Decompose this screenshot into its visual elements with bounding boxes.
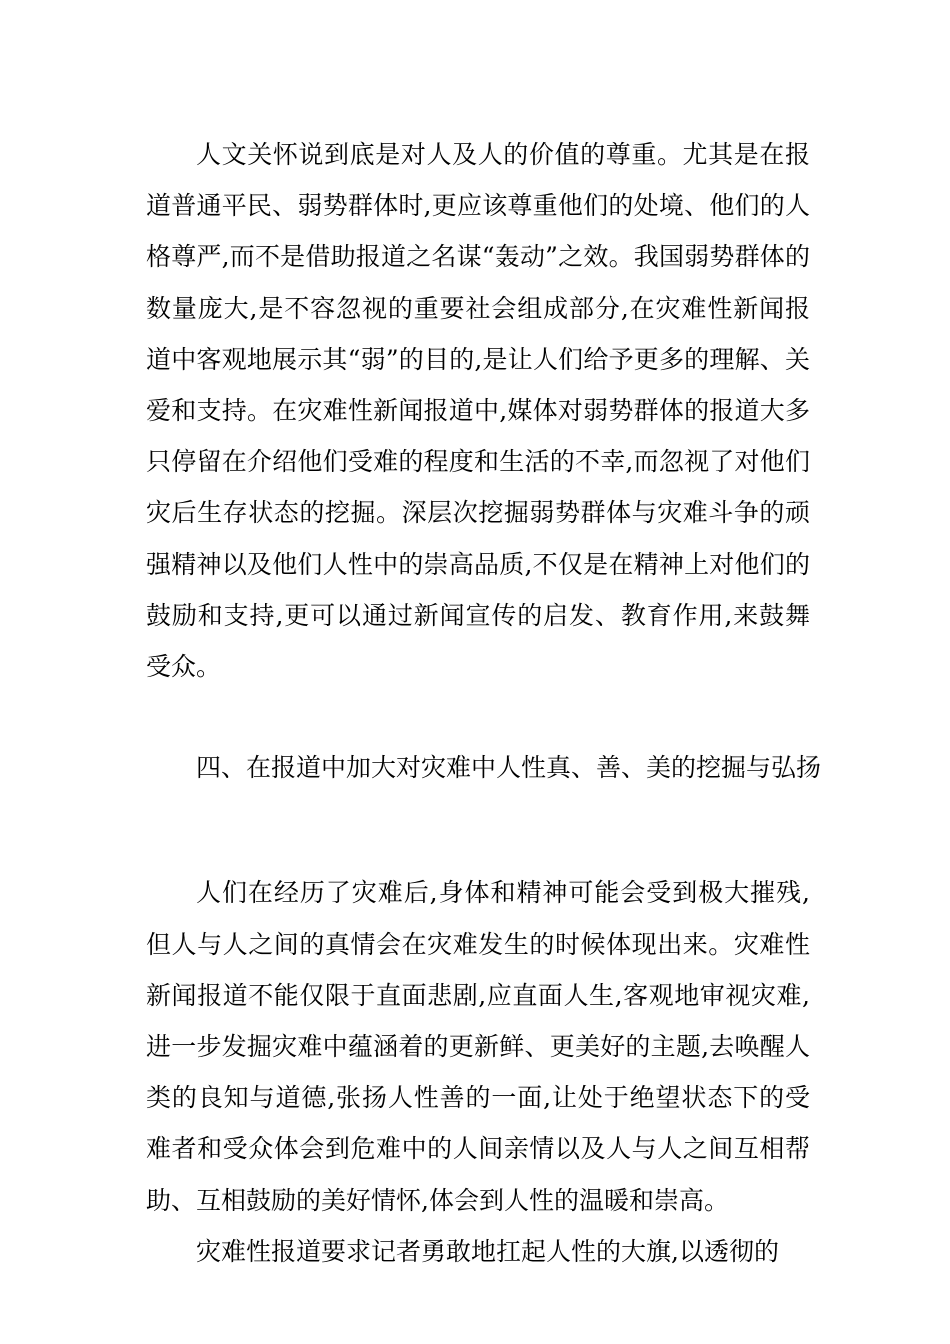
paragraph-humanistic-care: 人文关怀说到底是对人及人的价值的尊重。尤其是在报道普通平民、弱势群体时,更应该尊重他们的处境、他们的人格尊严,而不是借助报道之名谋“轰动”之效。我国弱势群体的数量庞大,是不容忽视的重要社会组成部分,在灾难性新闻报道中客观地展示其“弱”的目的,是让人们给予更多的理解、关爱和支持。在灾难性新闻报道中,媒体对弱势群体的报道大多只停留在介绍他们受难的程度和生活的不幸,而忽视了对他们灾后生存状态的挖掘。深层次挖掘弱势群体与灾难斗争的顽强精神以及他们人性中的崇高品质,不仅是在精神上对他们的鼓励和支持,更可以通过新闻宣传的启发、教育作用,来鼓舞受众。 [146,140,810,682]
section-heading: 四、在报道中加大对灾难中人性真、善、美的挖掘与弘扬 [196,753,822,783]
paragraph-human-nature: 人们在经历了灾难后,身体和精神可能会受到极大摧残,但人与人之间的真情会在灾难发生的时候体现出来。灾难性新闻报道不能仅限于直面悲剧,应直面人生,客观地审视灾难,进一步发掘灾难中蕴涵着的更新鲜、更美好的主题,去唤醒人类的良知与道德,张扬人性善的一面,让处于绝望状态下的受难者和受众体会到危难中的人间亲情以及人与人之间互相帮助、互相鼓励的美好情怀,体会到人性的温暖和崇高。 [146,878,810,1215]
paragraph-reporter-duty: 灾难性报道要求记者勇敢地扛起人性的大旗,以透彻的 [196,1236,779,1266]
document-page [146,129,822,1277]
